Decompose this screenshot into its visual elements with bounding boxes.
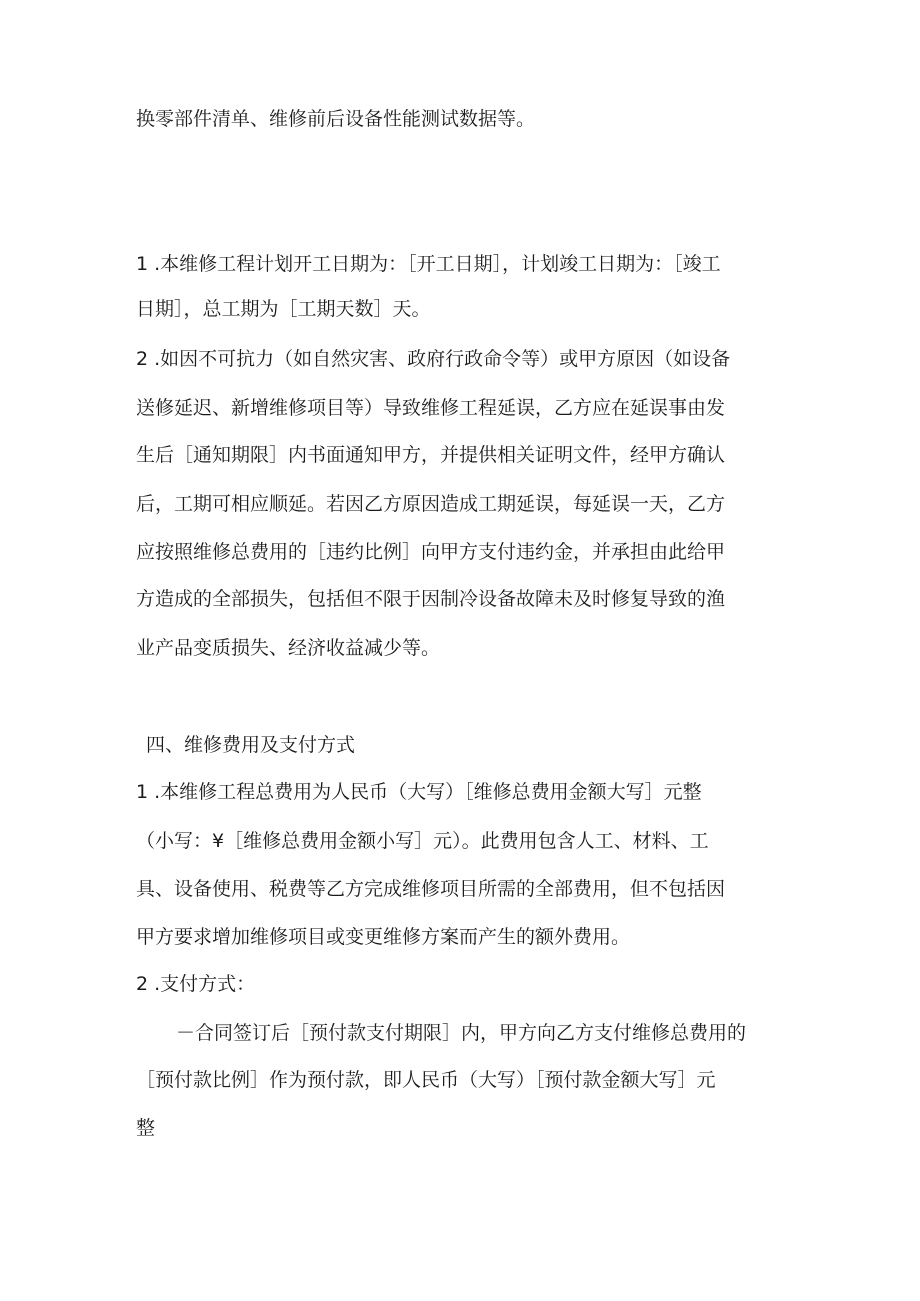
- clause-2-line: 2 .如因不可抗力（如自然灾害、政府行政命令等）或甲方原因（如设备: [136, 348, 731, 370]
- payment-term-line: 整: [136, 1117, 156, 1139]
- fee-clause-1-line: 具、设备使用、税费等乙方完成维修项目所需的全部费用，但不包括因: [136, 878, 726, 900]
- fee-clause-1-line: 1 .本维修工程总费用为人民币（大写）［维修总费用金额大写］元整: [136, 781, 702, 803]
- clause-1-line: 1 .本维修工程计划开工日期为：［开工日期］，计划竣工日期为：［竣工: [136, 253, 721, 275]
- clause-2-line: 应按照维修总费用的［违约比例］向甲方支付违约金，并承担由此给甲: [136, 541, 726, 563]
- fee-clause-2-line: 2 .支付方式：: [136, 973, 256, 995]
- clause-2-line: 后，工期可相应顺延。若因乙方原因造成工期延误，每延误一天，乙方: [136, 493, 726, 515]
- clause-1-line: 日期］，总工期为［工期天数］天。: [136, 298, 431, 320]
- payment-term-line: ［预付款比例］作为预付款，即人民币（大写）［预付款金额大写］元: [136, 1069, 716, 1091]
- section-heading: 四、维修费用及支付方式: [146, 734, 356, 756]
- clause-2-line: 业产品变质损失、经济收益减少等。: [136, 637, 441, 659]
- fee-clause-1-line: （小写：¥［维修总费用金额小写］元）。此费用包含人工、材料、工: [136, 830, 709, 852]
- payment-term-line: －合同签订后［预付款支付期限］内，甲方向乙方支付维修总费用的: [176, 1022, 747, 1044]
- clause-2-line: 方造成的全部损失，包括但不限于因制冷设备故障未及时修复导致的渔: [136, 588, 726, 610]
- paragraph-line: 换零部件清单、维修前后设备性能测试数据等。: [136, 108, 536, 130]
- clause-2-line: 生后［通知期限］内书面通知甲方，并提供相关证明文件，经甲方确认: [136, 444, 726, 466]
- clause-2-line: 送修延迟、新增维修项目等）导致维修工程延误，乙方应在延误事由发: [136, 397, 726, 419]
- fee-clause-1-line: 甲方要求增加维修项目或变更维修方案而产生的额外费用。: [136, 926, 631, 948]
